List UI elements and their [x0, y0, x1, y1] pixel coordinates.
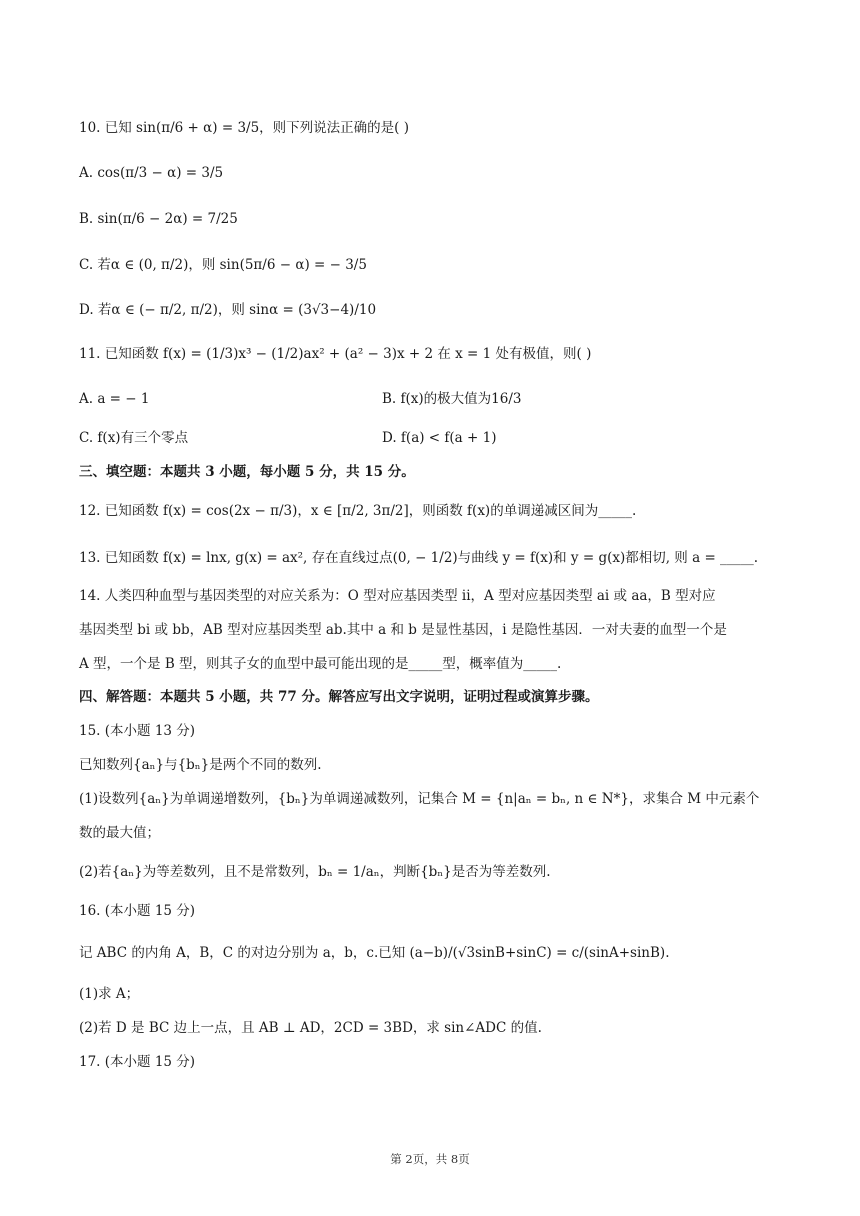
text-line: 16. (本小题 15 分) [79, 903, 196, 919]
text-line: 12. 已知函数 f(x) = cos(2x − π/3)，x ∈ [π/2, 3π/2]，则函数 f(x)的单调递减区间为_____. [79, 503, 637, 519]
text-line: D. 若α ∈ (− π/2, π/2)，则 sinα = (3√3−4)/10 [79, 302, 377, 318]
text-line: A. cos(π/3 − α) = 3/5 [79, 165, 224, 181]
text-line: C. f(x)有三个零点 [79, 430, 189, 446]
text-line: (2)若 D 是 BC 边上一点，且 AB ⊥ AD，2CD = 3BD，求 sin∠ADC 的值. [79, 1020, 542, 1036]
text-line: 10. 已知 sin(π/6 + α) = 3/5，则下列说法正确的是( ) [79, 120, 409, 136]
text-line: B. sin(π/6 − 2α) = 7/25 [79, 211, 238, 227]
text-line: (1)设数列{aₙ}为单调递增数列，{bₙ}为单调递减数列，记集合 M = {n|aₙ = bₙ, n ∈ N*}，求集合 M 中元素个 [79, 791, 760, 807]
text-line: A 型，一个是 B 型，则其子女的血型中最可能出现的是_____型，概率值为_____. [79, 656, 562, 672]
text-line: 14. 人类四种血型与基因类型的对应关系为：O 型对应基因类型 ii，A 型对应基因类型 ai 或 aa，B 型对应 [79, 588, 716, 604]
text-line: (1)求 A； [79, 986, 140, 1002]
section-heading: 四、解答题：本题共 5 小题，共 77 分。解答应写出文字说明，证明过程或演算步骤。 [79, 689, 599, 705]
text-line: 13. 已知函数 f(x) = lnx, g(x) = ax², 存在直线过点(0, − 1/2)与曲线 y = f(x)和 y = g(x)都相切, 则 a = _____. [79, 550, 759, 566]
text-line: C. 若α ∈ (0, π/2)，则 sin(5π/6 − α) = − 3/5 [79, 257, 367, 273]
text-line: 记 ABC 的内角 A，B，C 的对边分别为 a，b，c.已知 (a−b)/(√3sinB+sinC) = c/(sinA+sinB). [79, 945, 670, 961]
text-line: A. a = − 1 [79, 391, 150, 407]
option-right-column: B. f(x)的极大值为16/3 [382, 391, 522, 407]
text-line: 15. (本小题 13 分) [79, 723, 196, 739]
text-line: 数的最大值； [79, 825, 160, 841]
section-heading: 三、填空题：本题共 3 小题，每小题 5 分，共 15 分。 [79, 464, 415, 480]
text-line: 17. (本小题 15 分) [79, 1054, 196, 1070]
text-line: 已知数列{aₙ}与{bₙ}是两个不同的数列. [79, 757, 322, 773]
text-line: 基因类型 bi 或 bb，AB 型对应基因类型 ab.其中 a 和 b 是显性基因，i 是隐性基因．一对夫妻的血型一个是 [79, 622, 727, 638]
text-line: 11. 已知函数 f(x) = (1/3)x³ − (1/2)ax² + (a² − 3)x + 2 在 x = 1 处有极值，则( ) [79, 346, 592, 362]
text-line: (2)若{aₙ}为等差数列，且不是常数列，bₙ = 1/aₙ，判断{bₙ}是否为等差数列. [79, 864, 551, 880]
page-footer: 第 2页，共 8页 [390, 1152, 470, 1166]
option-right-column: D. f(a) < f(a + 1) [382, 430, 497, 446]
